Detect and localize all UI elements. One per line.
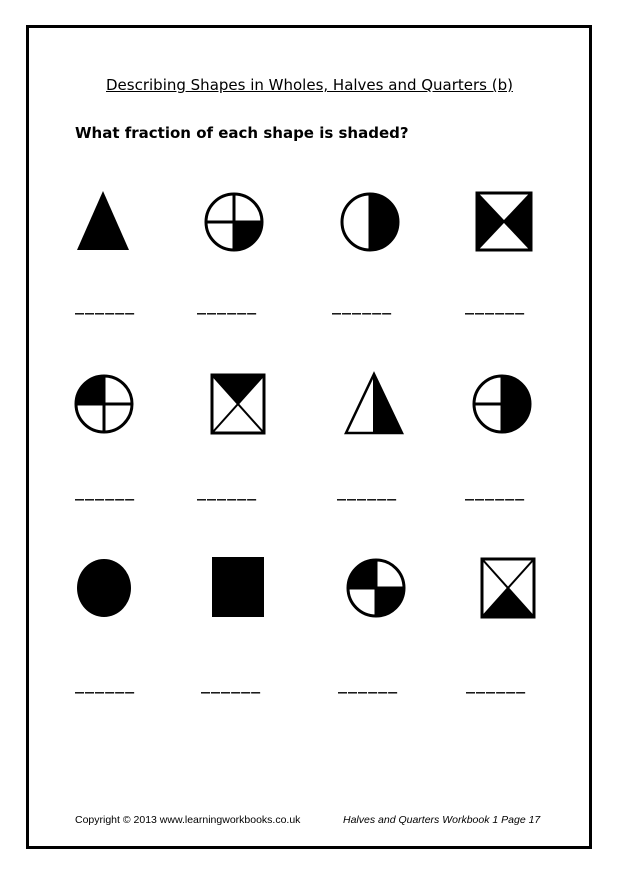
answer-blank-5[interactable]: ______ (75, 483, 136, 501)
answer-blank-4[interactable]: ______ (465, 297, 526, 315)
answer-blank-10[interactable]: ______ (201, 676, 262, 694)
answer-blank-1[interactable]: ______ (75, 297, 136, 315)
shape-9-circle-whole (73, 555, 135, 621)
workbook-page-label: Halves and Quarters Workbook 1 Page 17 (343, 814, 541, 826)
answer-blank-6[interactable]: ______ (197, 483, 258, 501)
shape-6-square-quarter (207, 371, 269, 437)
answer-blank-3[interactable]: ______ (332, 297, 393, 315)
shape-2-circle-quarter (203, 187, 265, 253)
shape-11-circle-half (345, 555, 407, 621)
shape-7-triangle-half (343, 371, 405, 437)
answer-blank-12[interactable]: ______ (466, 676, 527, 694)
answer-blank-2[interactable]: ______ (197, 297, 258, 315)
shape-12-square-quarter (477, 555, 539, 621)
shape-1-triangle-whole (72, 187, 134, 253)
page-border (26, 25, 592, 849)
shape-3-circle-half (339, 187, 401, 253)
shape-5-circle-quarter (73, 371, 135, 437)
copyright-text: Copyright © 2013 www.learningworkbooks.co.uk (75, 814, 301, 826)
worksheet-title: Describing Shapes in Wholes, Halves and Quarters (b) (106, 76, 513, 94)
answer-blank-8[interactable]: ______ (465, 483, 526, 501)
answer-blank-7[interactable]: ______ (337, 483, 398, 501)
shape-8-circle-half (471, 371, 533, 437)
shape-10-square-whole (207, 555, 269, 621)
question-text: What fraction of each shape is shaded? (75, 124, 409, 142)
answer-blank-11[interactable]: ______ (338, 676, 399, 694)
shape-4-square-half (473, 187, 535, 253)
answer-blank-9[interactable]: ______ (75, 676, 136, 694)
